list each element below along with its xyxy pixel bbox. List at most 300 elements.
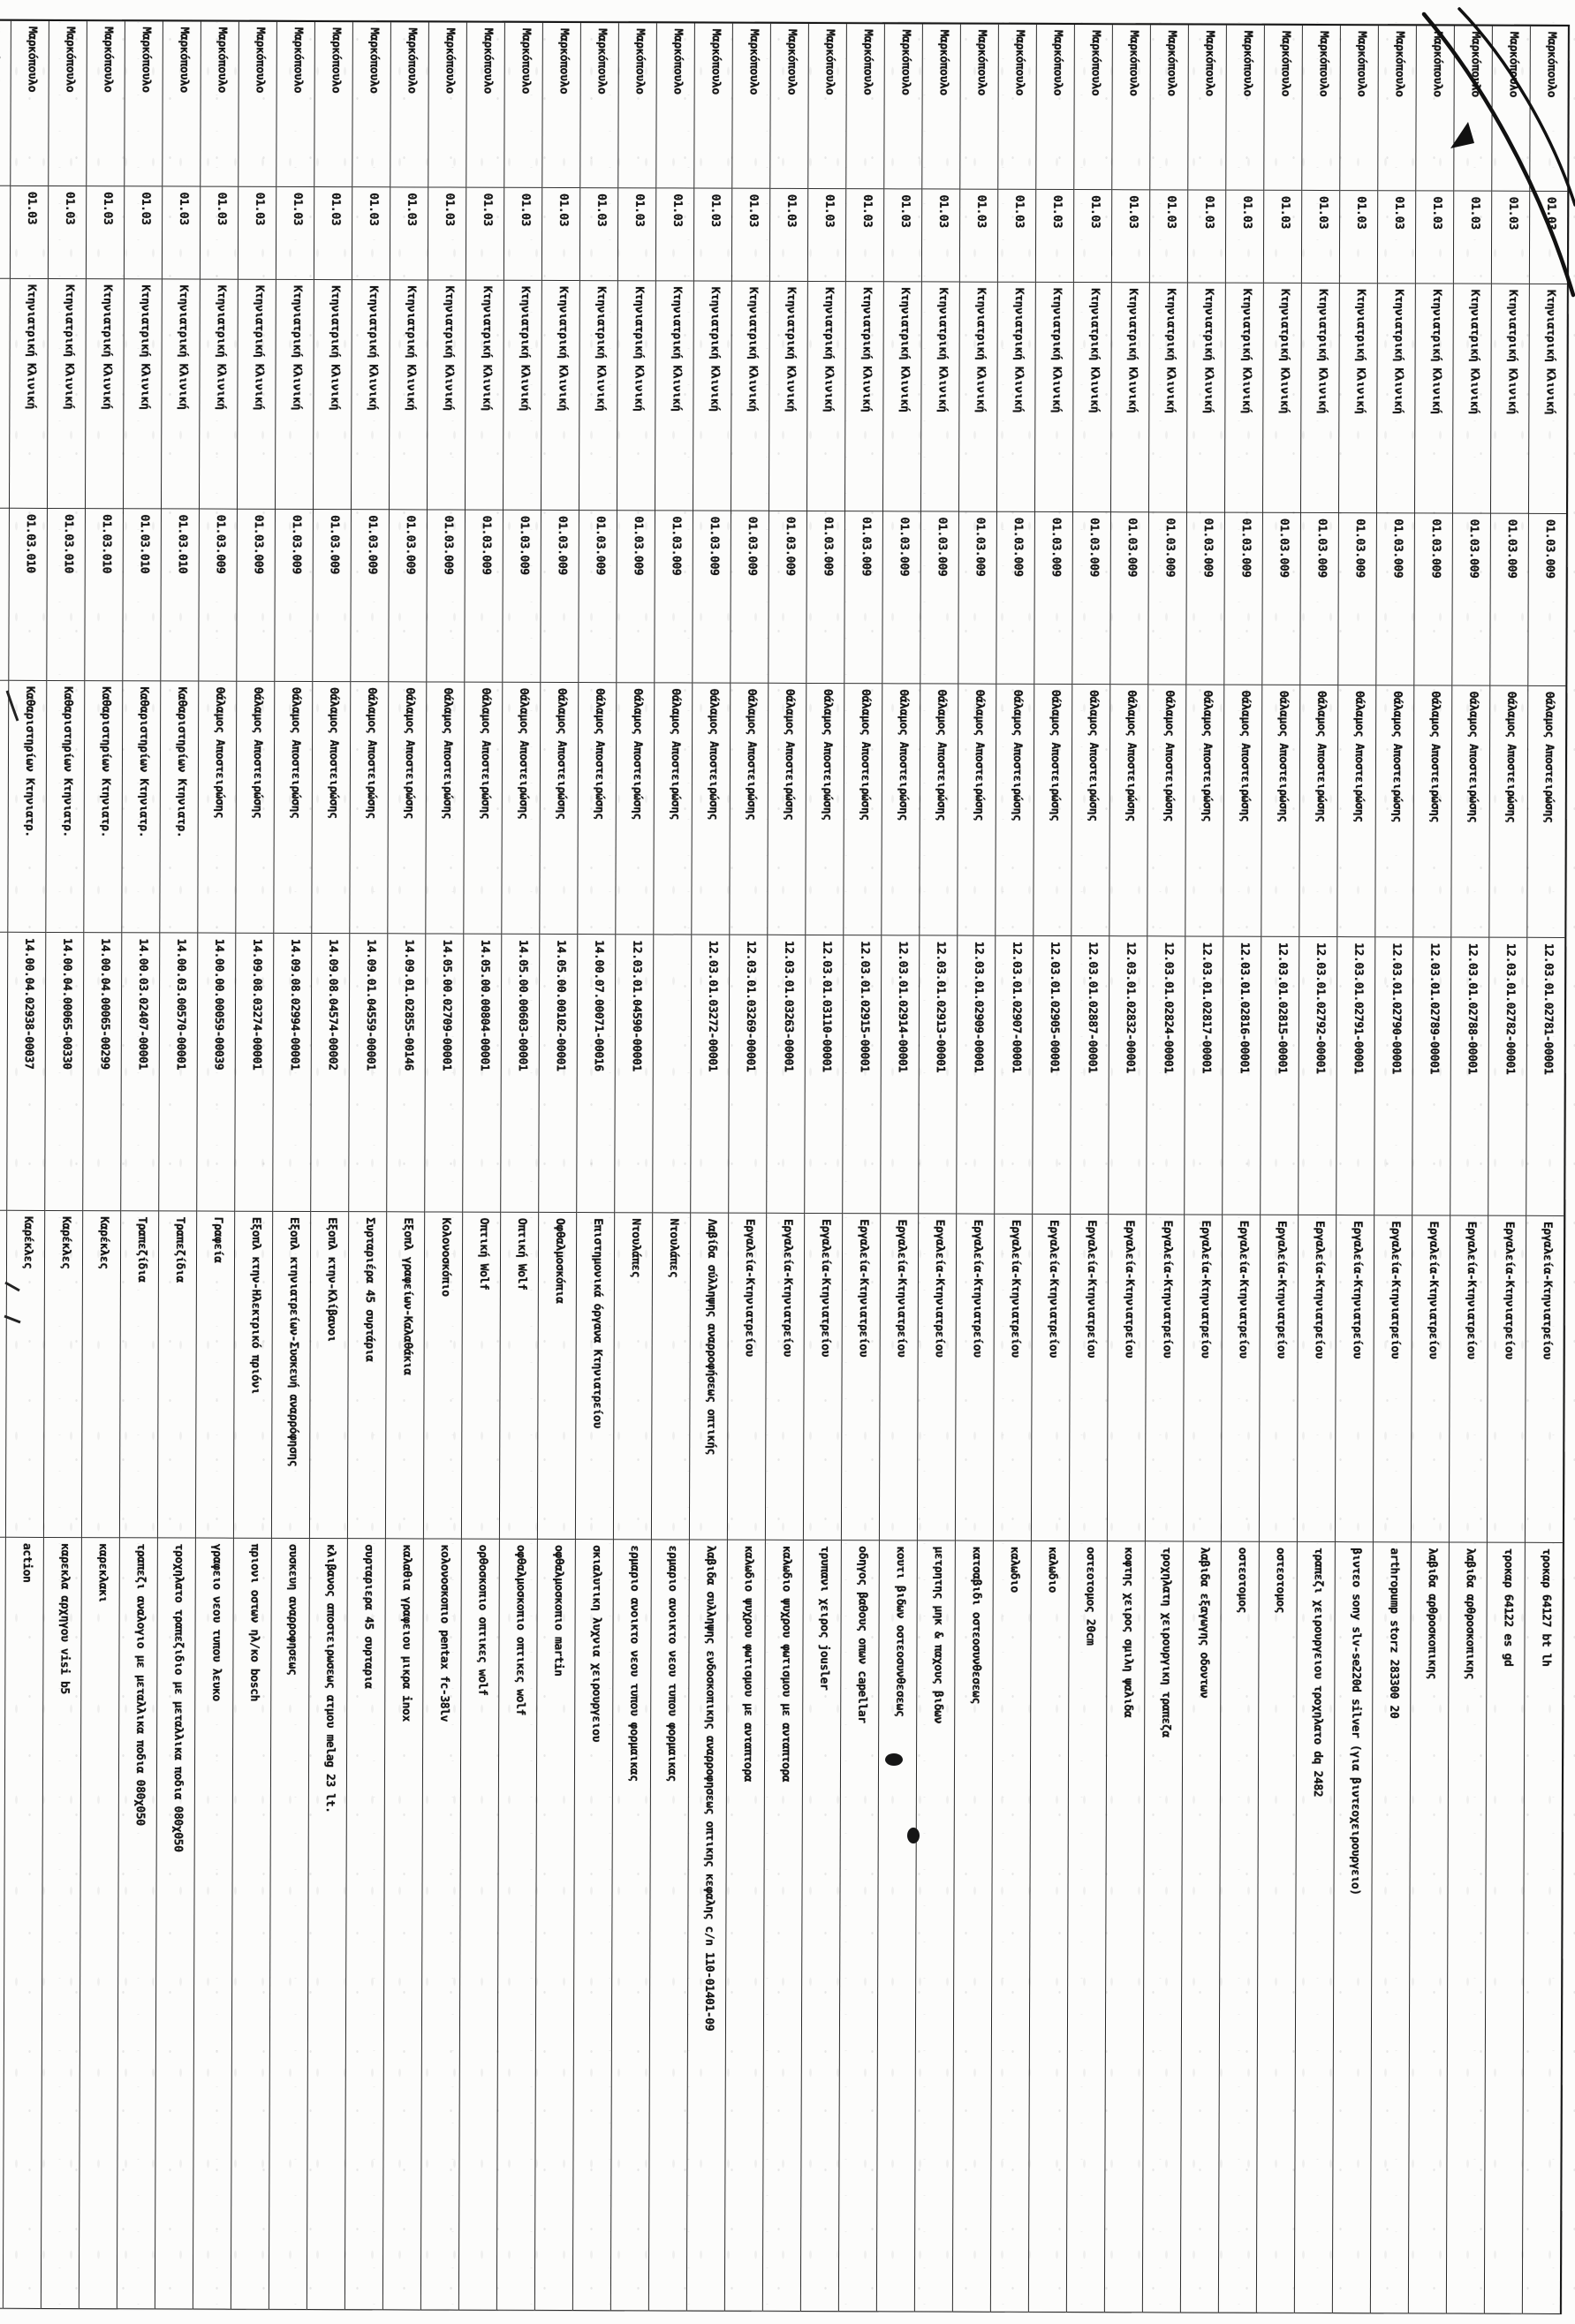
cell-description: τραπεζι χειρουργειου τροχηλατο dq 2482 — [1295, 1542, 1335, 2313]
cell-description: κατσαβιδι οστεοσυνθεσεως — [953, 1541, 993, 2313]
table-row — [534, 23, 580, 2311]
cell-category: Εργαλεία-Κτηνιατρείου — [1336, 1215, 1374, 1542]
cell-category: Εργαλεία-Κτηνιατρείου — [1412, 1215, 1450, 1542]
cell-asset-code: 12.03.01.02887-00001 — [1071, 936, 1109, 1215]
cell-dept-code: 01.03.009 — [844, 511, 882, 684]
cell-unit: Κτηνιατρική Κλινική — [845, 282, 883, 511]
cell-dept-code: 01.03.009 — [1186, 512, 1224, 685]
cell-dept-name: Καθαριστηρίων Κτηνιατρ. — [8, 681, 46, 933]
table-row — [914, 24, 960, 2312]
cell-category: Εργαλεία-Κτηνιατρείου — [766, 1214, 804, 1541]
cell-area-code: 01.03 — [49, 186, 86, 279]
cell-area-code: 01.03 — [884, 189, 921, 282]
cell-description: τροχηλατη χειρουργικη τραπεζα — [1143, 1541, 1183, 2313]
cell-asset-code: 12.03.01.02913-00001 — [919, 935, 957, 1214]
cell-unit — [0, 279, 10, 509]
cell-area-code: 01.03 — [960, 190, 997, 283]
cell-category: Εργαλεία-Κτηνιατρείου — [1108, 1215, 1146, 1541]
table-row — [269, 22, 314, 2310]
cell-description: οστεοτομος — [1219, 1542, 1259, 2313]
cell-dept-code: 01.03.010 — [47, 509, 85, 681]
cell-dept-name: Θάλαμος Αποστειρώσης — [1527, 686, 1565, 938]
cell-asset-code: 12.03.01.04590-00001 — [615, 935, 653, 1213]
table-row — [1104, 25, 1150, 2313]
cell-dept-code: 01.03.009 — [617, 511, 655, 683]
cell-asset-code: 12.03.01.02815-00001 — [1261, 937, 1299, 1215]
cell-category: Εργαλεία-Κτηνιατρείου — [842, 1214, 880, 1541]
cell-dept-name: Θάλαμος Αποστειρώσης — [1299, 685, 1337, 937]
cell-description: καλωδιο ψυχρου φωτισμου με ανταπτορα — [763, 1541, 803, 2312]
table-row — [117, 21, 163, 2309]
cell-category: Εξοπλ κτηνιατρείων-Συσκευή αναρρόφησης — [272, 1212, 310, 1539]
cell-dept-code: 01.03.009 — [199, 510, 237, 682]
cell-unit: Κτηνιατρική Κλινική — [1225, 284, 1263, 513]
cell-municipality: Μαρκόπουλο — [87, 21, 125, 186]
cell-dept-name: Θάλαμος Αποστειρώσης — [1147, 685, 1185, 936]
cell-municipality: Μαρκόπουλο — [960, 25, 998, 190]
cell-area-code: 01.03 — [694, 189, 731, 282]
cell-dept-code: 01.03.009 — [313, 510, 351, 682]
cell-dept-code: 01.03.010 — [85, 509, 123, 681]
cell-municipality: Μαρκόπουλο — [770, 24, 808, 189]
cell-unit: Κτηνιατρική Κλινική — [390, 280, 428, 510]
cell-municipality: Μαρκόπουλο — [11, 21, 49, 186]
cell-dept-name: Θάλαμος Αποστειρώσης — [312, 682, 350, 934]
cell-unit: Κτηνιατρική Κλινική — [314, 280, 352, 510]
cell-dept-code: 01.03.009 — [351, 510, 389, 682]
cell-municipality: Μαρκόπουλο — [428, 22, 466, 187]
cell-area-code: 01.03 — [390, 187, 428, 280]
cell-municipality: Μαρκόπουλο — [846, 24, 884, 189]
cell-area-code: 01.03 — [770, 189, 807, 282]
cell-unit: Κτηνιατρική Κλινική — [1453, 284, 1491, 514]
cell-area-code: 01.03 — [846, 189, 883, 282]
cell-unit: Κτηνιατρική Κλινική — [352, 280, 390, 510]
table-row — [800, 24, 846, 2312]
cell-description: καρεκλακι — [80, 1538, 119, 2309]
cell-dept-name: Θάλαμος Αποστειρώσης — [426, 682, 464, 934]
table-row — [876, 24, 922, 2312]
cell-dept-code: 01.03.009 — [1414, 513, 1452, 685]
cell-area-code: 01.03 — [1188, 190, 1225, 283]
cell-municipality: Μαρκόπουλο — [1036, 25, 1074, 190]
cell-municipality: Μαρκόπουλο — [352, 22, 390, 187]
cell-dept-name: Θάλαμος Αποστειρώσης — [654, 683, 692, 935]
cell-category: Συρταριέρα 45 συρτάρια — [348, 1212, 386, 1539]
cell-municipality: Μαρκόπουλο — [694, 24, 732, 189]
cell-municipality: Μαρκόπουλο — [998, 25, 1036, 190]
cell-asset-code: 12.03.01.02789-00001 — [1412, 937, 1450, 1215]
table-row — [1446, 26, 1492, 2314]
cell-dept-name: Θάλαμος Αποστειρώσης — [730, 684, 768, 935]
cell-category: Εργαλεία-Κτηνιατρείου — [1450, 1216, 1488, 1543]
table-row — [990, 25, 1036, 2313]
cell-municipality: Μαρκόπουλο — [1188, 25, 1226, 190]
cell-asset-code: 12.03.01.02824-00001 — [1147, 936, 1185, 1215]
cell-description: συσκευη αναρροφησεως — [269, 1539, 309, 2310]
cell-description: κλιβανος αποστειρωσεως ατμου melag 23 lt. — [307, 1539, 347, 2310]
cell-area-code: 01.03 — [314, 187, 352, 280]
table-row — [420, 22, 466, 2310]
cell-asset-code: 12.03.01.02909-00001 — [957, 936, 995, 1215]
table-row — [345, 22, 390, 2310]
table-row — [155, 21, 201, 2309]
cell-municipality: Μαρκόπουλο — [1378, 26, 1416, 191]
cell-asset-code: 14.05.00.02709-00001 — [425, 934, 463, 1212]
cell-description: οφθαλμοσκοπιο martin — [535, 1540, 575, 2311]
table-row — [1256, 26, 1302, 2313]
cell-category: Καρέκλες — [6, 1211, 44, 1538]
cell-dept-name: Θάλαμος Αποστειρώσης — [1413, 685, 1451, 937]
cell-unit: Κτηνιατρική Κλινική — [579, 281, 617, 511]
table-row — [1408, 26, 1454, 2313]
cell-municipality: Μαρκόπουλο — [1150, 25, 1188, 190]
cell-dept-name: Θάλαμος Αποστειρώσης — [502, 683, 540, 935]
cell-description: τροχηλατο τραπεζιδιο με μεταλλικα ποδια 080χ050 — [155, 1538, 195, 2309]
table-row — [952, 25, 998, 2313]
cell-description: συρταριερα 45 συρταρια — [345, 1539, 385, 2310]
cell-dept-name: Θάλαμος Αποστειρώσης — [1451, 686, 1489, 938]
cell-area-code: 01.03 — [1112, 190, 1149, 283]
cell-category: Λαβίδα σύλληψης αναρροφήσεως οπτικής — [690, 1214, 728, 1541]
cell-unit: Κτηνιατρική Κλινική — [504, 281, 541, 511]
cell-category: Εργαλεία-Κτηνιατρείου — [1374, 1215, 1412, 1542]
cell-municipality: Μαρκόπουλο — [314, 22, 352, 187]
cell-dept-code: 01.03.009 — [579, 511, 617, 683]
cell-description: ορθοσκοπιο οπτικες wolf — [459, 1540, 499, 2311]
cell-municipality: Μαρκόπουλο — [732, 24, 770, 189]
cell-unit: Κτηνιατρική Κλινική — [921, 282, 959, 511]
cell-asset-code: 14.00.04.02938-00037 — [7, 933, 45, 1211]
table-row — [231, 22, 276, 2310]
cell-description: οφθαλμοσκοπιο οπτικες wolf — [497, 1540, 537, 2311]
table-row — [648, 23, 694, 2311]
cell-dept-code: 01.03.009 — [958, 512, 996, 685]
table-row — [3, 21, 49, 2309]
cell-dept-code: 01.03.009 — [1224, 513, 1262, 685]
table-row — [838, 24, 884, 2312]
cell-category: Ντουλάπες — [652, 1213, 690, 1540]
cell-dept-name: Θάλαμος Αποστειρώσης — [920, 684, 958, 935]
cell-description: καλωδιο ψυχρου φωτισμου με ανταπτορα — [725, 1541, 765, 2312]
cell-area-code: 01.03 — [125, 186, 162, 279]
cell-area-code: 01.03 — [11, 186, 48, 279]
cell-dept-name: Θάλαμος Αποστειρώσης — [1261, 685, 1299, 937]
cell-unit: Κτηνιατρική Κλινική — [959, 283, 997, 512]
cell-category: Τραπεζίδια — [158, 1211, 196, 1538]
table-row — [610, 23, 656, 2311]
cell-dept-name: Θάλαμος Αποστειρώσης — [198, 682, 236, 934]
cell-description: πριονι οστων ηλ/κο bosch — [231, 1539, 271, 2310]
cell-asset-code: 14.09.01.02855-00146 — [387, 934, 425, 1212]
cell-dept-code: 01.03.009 — [1338, 513, 1376, 685]
cell-dept-name: Θάλαμος Αποστειρώσης — [464, 683, 502, 935]
cell-dept-name: Θάλαμος Αποστειρώσης — [350, 682, 388, 934]
cell-area-code: 01.03 — [656, 188, 693, 281]
cell-dept-name: Καθαριστηρίων Κτηνιατρ. — [122, 681, 160, 933]
table-row — [1142, 25, 1188, 2313]
cell-asset-code: 14.05.00.00603-00001 — [501, 935, 539, 1213]
table-row — [1332, 26, 1378, 2313]
cell-asset-code: 12.03.01.03272-00001 — [691, 935, 729, 1214]
cell-dept-code: 01.03.009 — [503, 511, 541, 683]
cell-description: κοφτης χειρος σμιλη ψαλιδα — [1105, 1541, 1145, 2313]
cell-category: Κολονοσκόπιο — [424, 1212, 462, 1539]
cell-area-code: 01.03 — [1036, 190, 1073, 283]
cell-unit: Κτηνιατρική Κλινική — [1301, 284, 1339, 513]
cell-category: Εργαλεία-Κτηνιατρείου — [1260, 1215, 1298, 1542]
cell-municipality: Μαρκόπουλο — [1492, 26, 1530, 192]
cell-area-code: 01.03 — [1302, 191, 1339, 284]
cell-description: καρεκλα αρχηγου visi b5 — [42, 1538, 81, 2309]
cell-description: μετρητης μηκ & παχους βιδων — [915, 1541, 955, 2312]
cell-asset-code: 14.00.07.00071-00016 — [577, 935, 615, 1213]
cell-municipality: Μαρκόπουλο — [884, 24, 922, 189]
cell-dept-name: Θάλαμος Αποστειρώσης — [540, 683, 578, 935]
table-row — [762, 24, 808, 2312]
cell-asset-code: 12.03.01.02817-00001 — [1185, 936, 1223, 1215]
cell-unit: Κτηνιατρική Κλινική — [1491, 284, 1529, 514]
cell-description: γραφειο νεου τυπου λευκο — [193, 1539, 233, 2310]
cell-unit: Κτηνιατρική Κλινική — [807, 282, 845, 511]
cell-unit: Κτηνιατρική Κλινική — [86, 279, 124, 509]
cell-municipality: Μαρκόπουλο — [1340, 26, 1378, 191]
cell-municipality: Μαρκόπουλο — [618, 23, 656, 188]
cell-area-code: 01.03 — [428, 187, 466, 280]
table-row — [686, 24, 732, 2312]
cell-municipality: Μαρκόπουλο — [1226, 26, 1264, 191]
cell-municipality: Μαρκόπουλο — [276, 22, 314, 187]
cell-municipality: Μαρκόπουλο — [504, 23, 542, 188]
cell-asset-code: 14.05.00.00804-00001 — [463, 935, 501, 1213]
cell-unit: Κτηνιατρική Κλινική — [617, 281, 655, 511]
cell-dept-code: 01.03.009 — [920, 511, 958, 684]
cell-municipality: Μαρκόπουλο — [1454, 26, 1492, 192]
cell-asset-code: 12.03.01.02907-00001 — [995, 936, 1033, 1215]
cell-unit: Κτηνιατρική Κλινική — [1529, 284, 1567, 514]
cell-asset-code: 14.00.04.00065-00330 — [45, 933, 83, 1211]
cell-category: Εργαλεία-Κτηνιατρείου — [1222, 1215, 1260, 1542]
table-row — [1180, 25, 1226, 2313]
cell-unit: Κτηνιατρική Κλινική — [428, 280, 466, 510]
cell-asset-code: 12.03.01.02792-00001 — [1299, 937, 1336, 1215]
cell-category: Ντουλάπες — [614, 1213, 652, 1540]
cell-category: Καρέκλες — [44, 1211, 82, 1538]
cell-category: Εξοπλ γραφείων-Καλαθάκια — [386, 1212, 424, 1539]
cell-asset-code: 14.09.08.04574-00002 — [311, 934, 349, 1212]
cell-municipality: Μαρκόπουλο — [922, 24, 960, 189]
cell-asset-code: 14.09.08.02994-00001 — [273, 934, 311, 1212]
cell-dept-name: Θάλαμος Αποστειρώσης — [578, 683, 616, 935]
table-row — [496, 23, 542, 2311]
cell-category: Εργαλεία-Κτηνιατρείου — [994, 1215, 1032, 1541]
cell-municipality: Μαρκόπουλο — [239, 22, 276, 187]
cell-dept-name: Θάλαμος Αποστειρώσης — [1223, 685, 1261, 937]
table-row — [1028, 25, 1074, 2313]
cell-category: Εργαλεία-Κτηνιατρείου — [1184, 1215, 1222, 1541]
cell-description: λαβιδα εξαγωγης οδοντων — [1181, 1541, 1221, 2313]
cell-dept-code: 01.03.009 — [1300, 513, 1338, 685]
cell-area-code: 01.03 — [808, 189, 845, 282]
cell-unit: Κτηνιατρική Κλινική — [10, 279, 48, 509]
cell-unit: Κτηνιατρική Κλινική — [1415, 284, 1453, 513]
cell-asset-code: 12.03.01.03110-00001 — [805, 935, 843, 1214]
cell-dept-code: 01.03.009 — [541, 511, 579, 683]
cell-description: λαβιδα αρθροσκοπικης — [1409, 1542, 1449, 2313]
cell-description: τροκαρ 64127 bt lh — [1523, 1543, 1563, 2314]
table-row — [1294, 26, 1340, 2313]
cell-category: Εργαλεία-Κτηνιατρείου — [1070, 1215, 1108, 1541]
cell-municipality: Μαρκόπουλο — [49, 21, 87, 186]
cell-dept-name: Θάλαμος Αποστειρώσης — [1185, 685, 1223, 936]
cell-category: Καρέκλες — [82, 1211, 120, 1538]
cell-dept-name: Θάλαμος Αποστειρώσης — [388, 682, 426, 934]
cell-dept-code: 01.03.009 — [237, 510, 275, 682]
cell-area-code: 01.03 — [201, 187, 238, 280]
cell-dept-code: 01.03.009 — [427, 510, 465, 682]
cell-area-code: 01.03 — [276, 187, 314, 280]
cell-dept-code: 01.03.009 — [1490, 514, 1528, 686]
cell-asset-code: 14.05.00.00102-00001 — [539, 935, 577, 1213]
cell-unit: Κτηνιατρική Κλινική — [48, 279, 86, 509]
cell-category: Εξοπλ κτην-Ηλεκτρικό πριόνι — [234, 1212, 272, 1539]
cell-unit: Κτηνιατρική Κλινική — [162, 279, 200, 509]
cell-dept-name: Θάλαμος Αποστειρώσης — [958, 685, 996, 936]
cell-dept-code: 01.03.009 — [655, 511, 693, 683]
cell-dept-name: Θάλαμος Αποστειρώσης — [1109, 685, 1147, 936]
cell-dept-code: 01.03.009 — [882, 511, 920, 684]
cell-category: Εργαλεία-Κτηνιατρείου — [880, 1214, 918, 1541]
cell-category: Οφθαλμοσκόπια — [538, 1213, 576, 1540]
cell-area-code: 01.03 — [1340, 191, 1377, 284]
cell-dept-name: Καθαριστηρίων Κτηνιατρ. — [84, 681, 122, 933]
cell-description: κολονοσκοπιο pentax fc-38lv — [421, 1539, 461, 2310]
cell-dept-name: Θάλαμος Αποστειρώσης — [844, 684, 882, 935]
cell-unit: Κτηνιατρική Κλινική — [200, 280, 238, 510]
cell-category: Εργαλεία-Κτηνιατρείου — [1488, 1216, 1526, 1543]
cell-unit: Κτηνιατρική Κλινική — [276, 280, 314, 510]
cell-asset-code: 12.03.01.03269-00001 — [729, 935, 767, 1214]
table-body — [0, 21, 1568, 2314]
cell-unit: Κτηνιατρική Κλινική — [238, 280, 276, 510]
cell-unit: Κτηνιατρική Κλινική — [466, 281, 504, 511]
cell-dept-code: 01.03.009 — [1452, 514, 1490, 686]
cell-description: τραπεζι αναλογιο με μεταλλικα ποδια 080χ050 — [117, 1538, 157, 2309]
table-row — [1484, 26, 1530, 2314]
table-row — [458, 23, 504, 2311]
cell-dept-code: 01.03.009 — [996, 512, 1034, 685]
cell-asset-code: 14.09.08.03274-00001 — [235, 934, 273, 1212]
cell-municipality: Μαρκόπουλο — [1074, 25, 1112, 190]
cell-municipality: Μαρκόπουλο — [390, 22, 428, 187]
cell-unit: Κτηνιατρική Κλινική — [1377, 284, 1415, 513]
cell-dept-name: Θάλαμος Αποστειρώσης — [1375, 685, 1413, 937]
table-row — [307, 22, 352, 2310]
cell-municipality — [0, 21, 11, 186]
cell-area-code: 01.03 — [580, 188, 617, 281]
cell-category: Οπτική Wolf — [500, 1213, 538, 1540]
cell-unit: Κτηνιατρική Κλινική — [655, 281, 693, 511]
cell-dept-name — [0, 681, 8, 933]
cell-dept-code: 01.03.009 — [693, 511, 731, 684]
cell-description: καλωδιο — [1029, 1541, 1069, 2313]
cell-area-code: 01.03 — [1530, 192, 1567, 284]
cell-area-code: 01.03 — [466, 188, 504, 281]
cell-category: Εργαλεία-Κτηνιατρείου — [1032, 1215, 1070, 1541]
cell-area-code: 01.03 — [1378, 191, 1415, 284]
cell-area-code: 01.03 — [239, 187, 276, 280]
cell-municipality: Μαρκόπουλο — [1112, 25, 1150, 190]
cell-category: Εργαλεία-Κτηνιατρείου — [804, 1214, 842, 1541]
cell-dept-code: 01.03.010 — [123, 509, 161, 681]
cell-area-code: 01.03 — [87, 186, 124, 279]
cell-category: Εργαλεία-Κτηνιατρείου — [1146, 1215, 1184, 1541]
cell-area-code: 01.03 — [1454, 192, 1491, 284]
cell-asset-code: 12.03.01.02781-00001 — [1526, 938, 1564, 1216]
cell-municipality: Μαρκόπουλο — [580, 23, 618, 188]
cell-area-code: 01.03 — [732, 189, 769, 282]
cell-description: καλωδιο — [991, 1541, 1031, 2313]
cell-dept-code: 01.03.009 — [769, 511, 806, 684]
table-row — [1522, 26, 1568, 2314]
cell-description: τρυπανι χειρος jousler — [801, 1541, 841, 2312]
cell-category: Επιστημονικά όργανα Κτηνιατρείου — [576, 1213, 614, 1540]
cell-municipality: Μαρκόπουλο — [1302, 26, 1340, 191]
cell-description: λαβιδα συλληψης ενδοσκοπικης αναρροφησεως οπτικης κεφαλης c/n 110-01401-09 — [687, 1541, 727, 2312]
cell-description: οδηγος βαθους οπων capellar — [839, 1541, 879, 2312]
cell-area-code: 01.03 — [922, 189, 959, 282]
cell-description: arthropump storz 283300 20 — [1371, 1542, 1411, 2313]
cell-asset-code: 14.00.04.00065-00299 — [83, 933, 121, 1211]
cell-asset-code: 12.03.01.02905-00001 — [1033, 936, 1071, 1215]
table-row — [41, 21, 87, 2309]
cell-municipality: Μαρκόπουλο — [1416, 26, 1454, 191]
cell-municipality: Μαρκόπουλο — [163, 21, 201, 186]
table-row — [572, 23, 618, 2311]
cell-category: Εργαλεία-Κτηνιατρείου — [1526, 1216, 1564, 1543]
cell-area-code: 01.03 — [504, 188, 541, 281]
cell-municipality: Μαρκόπουλο — [808, 24, 846, 189]
cell-municipality: Μαρκόπουλο — [125, 21, 163, 186]
cell-municipality: Μαρκόπουλο — [466, 23, 504, 188]
cell-unit: Κτηνιατρική Κλινική — [1187, 283, 1225, 512]
table-row — [79, 21, 125, 2309]
cell-unit: Κτηνιατρική Κλινική — [883, 282, 921, 511]
cell-unit: Κτηνιατρική Κλινική — [1111, 283, 1149, 512]
asset-register-table — [0, 19, 1570, 2314]
table-row — [1066, 25, 1112, 2313]
cell-unit: Κτηνιατρική Κλινική — [1035, 283, 1073, 512]
cell-asset-code: 12.03.01.03263-00001 — [767, 935, 805, 1214]
cell-dept-code: 01.03.009 — [1262, 513, 1300, 685]
table-row — [1370, 26, 1416, 2313]
cell-dept-code: 01.03.010 — [9, 509, 47, 681]
cell-dept-name: Καθαριστηρίων Κτηνιατρ. — [46, 681, 84, 933]
cell-unit: Κτηνιατρική Κλινική — [1339, 284, 1377, 513]
cell-description: οστεοτομος — [1257, 1542, 1297, 2313]
cell-dept-name: Θάλαμος Αποστειρώσης — [1337, 685, 1375, 937]
cell-municipality: Μαρκόπουλο — [1530, 26, 1568, 192]
cell-unit: Κτηνιατρική Κλινική — [769, 282, 807, 511]
cell-asset-code: 12.03.01.02782-00001 — [1488, 938, 1526, 1216]
cell-dept-name: Θάλαμος Αποστειρώσης — [274, 682, 312, 934]
cell-area-code: 01.03 — [618, 188, 655, 281]
cell-dept-code: 01.03.009 — [1528, 514, 1566, 686]
cell-category: Εργαλεία-Κτηνιατρείου — [918, 1214, 956, 1541]
cell-dept-code: 01.03.009 — [1376, 513, 1414, 685]
cell-dept-code — [0, 509, 9, 681]
cell-area-code: 01.03 — [1150, 190, 1187, 283]
